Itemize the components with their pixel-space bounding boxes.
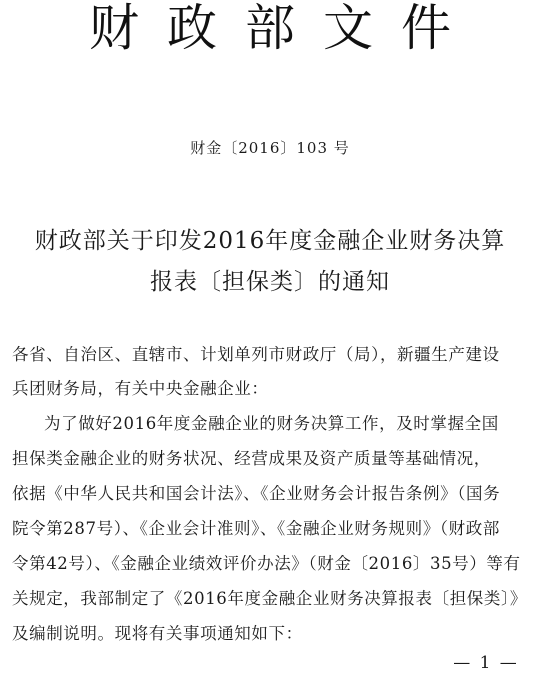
notice-title-line-2: 报表〔担保类〕的通知 <box>150 269 390 295</box>
body-line-6: 院令第287号）、《企业会计准则》、《金融企业财务规则》（财政部 <box>12 519 500 538</box>
page-number: — 1 — <box>453 653 519 673</box>
body-line-4: 担保类金融企业的财务状况、经营成果及资产质量等基础情况， <box>12 449 491 468</box>
document-header-title: 财政部文件 <box>89 0 479 57</box>
document-number: 财金〔2016〕103 号 <box>190 139 350 157</box>
body-line-3: 为了做好2016年度金融企业的财务决算工作，及时掌握全国 <box>44 414 499 433</box>
body-line-9: 及编制说明。现将有关事项通知如下： <box>12 624 303 643</box>
body-line-5: 依据《中华人民共和国会计法》、《企业财务会计报告条例》（国务 <box>12 484 501 503</box>
body-line-1: 各省、自治区、直辖市、计划单列市财政厅（局），新疆生产建设 <box>12 345 500 364</box>
body-line-7: 令第42号）、《金融企业绩效评价办法》（财金〔2016〕35号）等有 <box>12 554 521 573</box>
body-line-2: 兵团财务局，有关中央金融企业： <box>12 379 269 398</box>
notice-title-line-1: 财政部关于印发2016年度金融企业财务决算 <box>34 228 506 254</box>
body-line-8: 关规定，我部制定了《2016年度金融企业财务决算报表〔担保类〕》 <box>12 589 527 608</box>
